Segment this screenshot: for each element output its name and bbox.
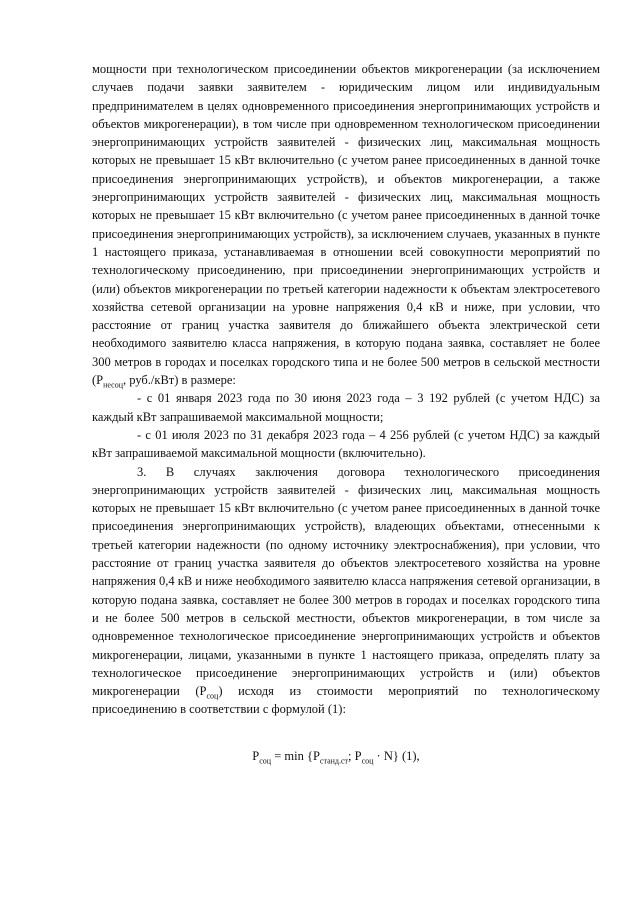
formula-tail: · N} (1), [373,748,420,763]
list-item-first-half-2023: - с 01 января 2023 года по 30 июня 2023 года – 3 192 рублей (с учетом НДС) за каждый кВт запрашиваемой максимальной мощности; [92,391,600,424]
formula-equals-min: = min {P [271,748,320,763]
paragraph-text: 3. В случаях заключения договора технологического присоединения энергопринимающих устройств заявителей - физических лиц, максимальная мощность которых не превышает 15 кВт включительно (с учетом ранее присоединенных в данной точке присоединения энергопринимающих устройств), владеющих объектами, отнесенными к третьей категории надежности (по одному источнику электроснабжения), при условии, что расстояние от границ участка заявителя до объектов электросетевого хозяйства на уровне напряжения 0,4 кВ и ниже необходимого заявителю класса напряжения сетевой организации, в которую подана заявка, составляет не более 300 метров в городах и поселках городского типа и не более 500 метров в сельской местности, объектов микрогенерации, в том числе за одновременное технологическое присоединение энергопринимающих устройств и объектов микрогенерации, лицами, указанными в пункте 1 настоящего приказа, определять плату за технологическое присоединение энергопринимающих устройств и (или) объектов микрогенерации (P [92,464,600,699]
formula-subscript-lhs: соц [259,756,272,766]
formula-symbol: P [252,748,260,763]
formula-subscript-soc: соц [361,756,374,766]
document-page [92,60,600,777]
formula-subscript-stand: станд.ст [319,756,349,766]
subscript-nesoc: несоц [103,380,123,390]
subscript-soc: соц [206,691,219,701]
formula-1 [92,747,600,765]
list-item-second-half-2023: - с 01 июля 2023 по 31 декабря 2023 года – 4 256 рублей (с учетом НДС) за каждый кВт запрашиваемой максимальной мощности (включительно). [92,427,600,461]
paragraph-text: мощности при технологическом присоединении объектов микрогенерации (за исключением случаев подачи заявки заявителем - юридическим лицом или индивидуальным предпринимателем в целях одновременного присоединения энергопринимающих устройств и объектов микрогенерации), в том числе при одновременном технологическом присоединении энергопринимающих устройств заявителей - физических лиц, максимальная мощность которых не превышает 15 кВт включительно (с учетом ранее присоединенных в данной точке присоединения энергопринимающих устройств), и объектов микрогенерации, а также энергопринимающих устройств заявителей - физических лиц, максимальная мощность которых не превышает 15 кВт включительно (с учетом ранее присоединенных в данной точке присоединения энергопринимающих устройств), за исключением случаев, указанных в пункте 1 настоящего приказа, устанавливаемая в отношении всей совокупности мероприятий по технологическому присоединению, при присоединении энергопринимающих устройств и (или) объектов микрогенерации по третьей категории надежности к объектам электросетевого хозяйства сетевой организации на уровне напряжения 0,4 кВ и ниже, при условии, что расстояние от границ участка заявителя до ближайшего объекта электрической сети необходимого заявителю класса напряжения, в которую подана заявка, составляет не более 300 метров в городах и поселках городского типа и не более 500 метров в сельской местности (P [92,62,600,388]
paragraph-tariff-conditions [92,60,600,389]
formula-separator: ; P [348,748,362,763]
paragraph-clause-3 [92,463,600,719]
paragraph-text-end: ) исходя из стоимости мероприятий по технологическому присоединению в соответствии с формулой (1): [92,684,600,717]
paragraph-text-end: , руб./кВт) в размере: [123,373,236,388]
